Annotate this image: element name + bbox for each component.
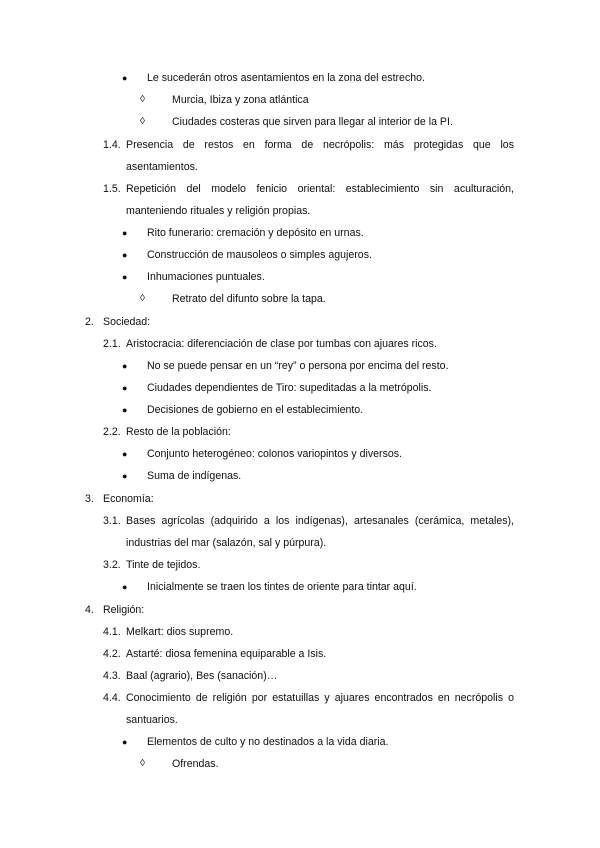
diamond-icon: ◊: [140, 94, 145, 105]
section-title: Sociedad:: [103, 316, 151, 328]
bullet-text: Ciudades dependientes de Tiro: supeditadas a la metrópolis.: [147, 382, 432, 394]
bullet-text: Construcción de mausoleos o simples agujeros.: [147, 249, 372, 261]
item-text-continuation: industrias del mar (salazón, sal y púrpura).: [126, 537, 327, 549]
bullet-text: Decisiones de gobierno en el establecimiento.: [147, 404, 364, 416]
bullet-text: Inicialmente se traen los tintes de oriente para tintar aquí.: [147, 581, 417, 593]
item-text: Conocimiento de religión por estatuillas y ajuares encontrados en necrópolis o: [126, 692, 514, 704]
item-text: Tinte de tejidos.: [126, 559, 201, 571]
sub-bullet-text: Retrato del difunto sobre la tapa.: [172, 293, 326, 305]
bullet-icon: ●: [122, 73, 128, 83]
item-number: 4.4.: [103, 692, 121, 704]
section-number: 3.: [85, 493, 94, 505]
item-text: Baal (agrario), Bes (sanación)…: [126, 670, 278, 682]
bullet-icon: ●: [122, 449, 128, 459]
bullet-icon: ●: [122, 361, 128, 371]
bullet-text: Conjunto heterogéneo: colonos variopintos y diversos.: [147, 448, 402, 460]
item-number: 4.2.: [103, 648, 121, 660]
item-text: Aristocracia: diferenciación de clase por tumbas con ajuares ricos.: [126, 338, 437, 350]
bullet-text: Inhumaciones puntuales.: [147, 271, 265, 283]
item-text: Presencia de restos en forma de necrópolis: más protegidas que los: [126, 139, 514, 151]
item-text: Bases agrícolas (adquirido a los indígenas), artesanales (cerámica, metales),: [126, 515, 514, 527]
item-text: Astarté: diosa femenina equiparable a Isis.: [126, 648, 327, 660]
bullet-icon: ●: [122, 228, 128, 238]
sub-bullet-text: Ciudades costeras que sirven para llegar al interior de la PI.: [172, 116, 453, 128]
item-number: 4.1.: [103, 626, 121, 638]
bullet-icon: ●: [122, 737, 128, 747]
item-text: Repetición del modelo fenicio oriental: establecimiento sin aculturación,: [126, 183, 514, 195]
item-text: Melkart: dios supremo.: [126, 626, 234, 638]
sub-bullet-text: Murcia, Ibiza y zona atlántica: [172, 94, 309, 106]
bullet-text: No se puede pensar en un “rey” o persona por encima del resto.: [147, 360, 449, 372]
item-text-continuation: manteniendo rituales y religión propias.: [126, 205, 311, 217]
item-number: 2.1.: [103, 338, 121, 350]
item-number: 4.3.: [103, 670, 121, 682]
bullet-icon: ●: [122, 250, 128, 260]
item-text-continuation: asentamientos.: [126, 161, 198, 173]
bullet-text: Suma de indígenas.: [147, 470, 242, 482]
bullet-icon: ●: [122, 405, 128, 415]
bullet-icon: ●: [122, 272, 128, 282]
item-number: 3.1.: [103, 515, 121, 527]
item-number: 3.2.: [103, 559, 121, 571]
item-number: 1.4.: [103, 139, 121, 151]
section-title: Economía:: [103, 493, 154, 505]
sub-bullet-text: Ofrendas.: [172, 758, 219, 770]
section-number: 2.: [85, 316, 94, 328]
bullet-icon: ●: [122, 582, 128, 592]
item-text-continuation: santuarios.: [126, 714, 178, 726]
item-number: 1.5.: [103, 183, 121, 195]
section-title: Religión:: [103, 604, 145, 616]
item-text: Resto de la población:: [126, 426, 231, 438]
bullet-icon: ●: [122, 471, 128, 481]
bullet-icon: ●: [122, 383, 128, 393]
item-number: 2.2.: [103, 426, 121, 438]
bullet-text: Rito funerario: cremación y depósito en urnas.: [147, 227, 364, 239]
diamond-icon: ◊: [140, 758, 145, 769]
section-number: 4.: [85, 604, 94, 616]
bullet-text: Le sucederán otros asentamientos en la zona del estrecho.: [147, 72, 425, 84]
diamond-icon: ◊: [140, 293, 145, 304]
bullet-text: Elementos de culto y no destinados a la vida diaria.: [147, 736, 389, 748]
diamond-icon: ◊: [140, 116, 145, 127]
